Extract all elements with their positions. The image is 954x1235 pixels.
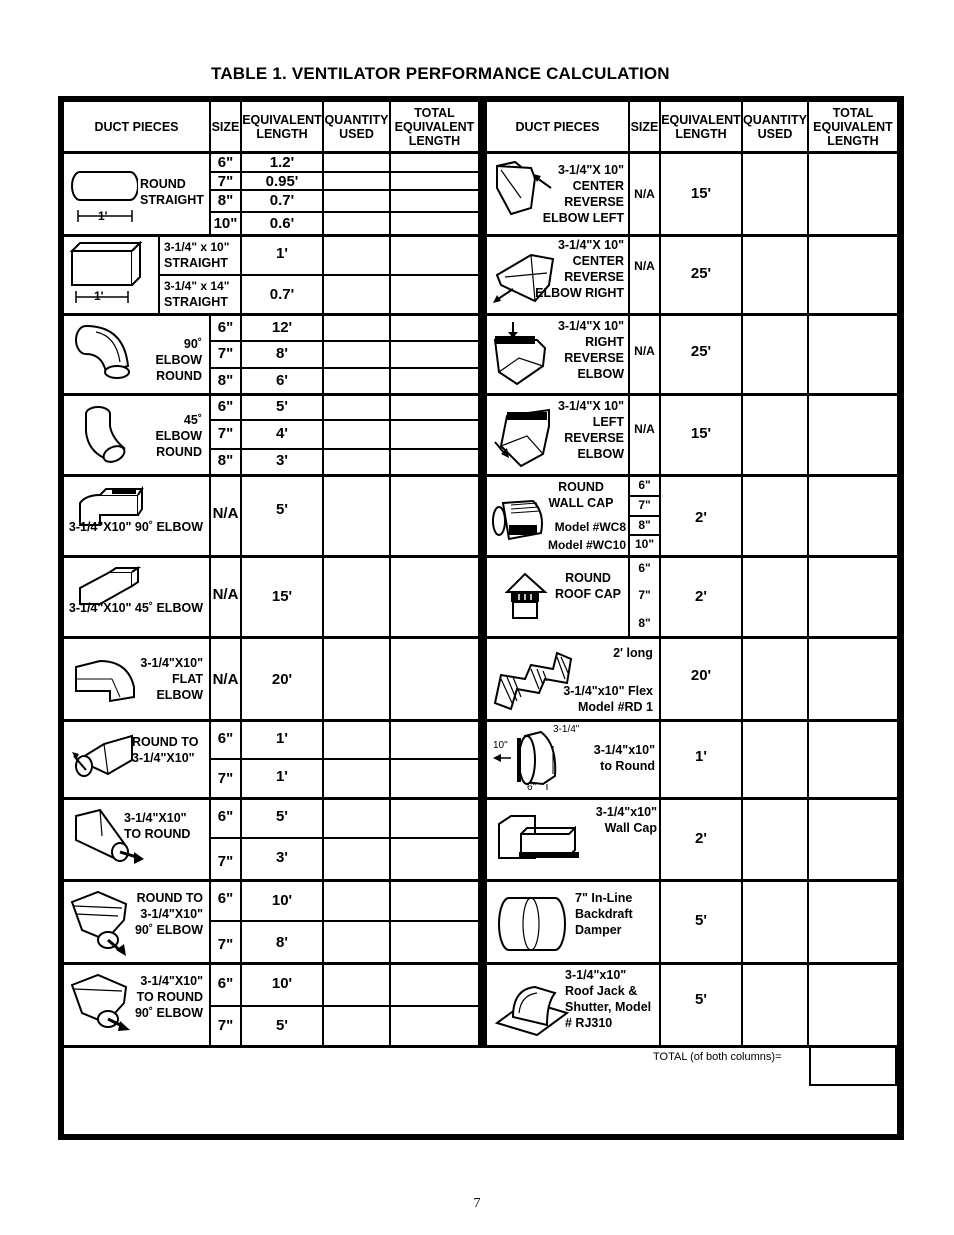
length-value: 5' <box>695 991 707 1008</box>
quantity-input[interactable] <box>743 965 807 1045</box>
header-label: EQUIVALENT LENGTH <box>242 112 322 141</box>
round-to-rect-90-elbow-piece <box>64 882 209 962</box>
length-value: 1' <box>695 748 707 765</box>
rect-to-round-90-elbow-piece <box>64 965 209 1045</box>
quantity-input[interactable] <box>324 922 389 962</box>
piece-name: ROUND ROOF CAP <box>555 571 621 601</box>
quantity-input[interactable] <box>324 396 389 419</box>
piece-name: ROUND TO 3-1/4"X10" 90˚ ELBOW <box>134 891 203 937</box>
length-value: 12' <box>271 319 293 336</box>
size-value: 6" <box>217 890 234 907</box>
round-45-elbow-icon <box>82 402 130 468</box>
length-value: 15' <box>690 425 712 442</box>
piece-name: 3-1/4"x10" Flex Model #RD 1 <box>563 684 653 714</box>
length-value: 2' <box>695 509 707 526</box>
total-input[interactable] <box>391 722 478 758</box>
size-value: 6" <box>638 561 651 575</box>
piece-name: 3-1/4"X10" 90˚ ELBOW <box>68 520 203 534</box>
header-label: DUCT PIECES <box>94 119 179 134</box>
header-label: QUANTITY USED <box>324 112 389 141</box>
total-input[interactable] <box>391 191 478 211</box>
size-value: 6" <box>217 975 234 992</box>
quantity-input[interactable] <box>743 396 807 474</box>
quantity-input[interactable] <box>324 342 389 367</box>
rect-to-round-adapter-icon <box>491 726 587 796</box>
length-value: 3' <box>276 452 288 469</box>
length-value: 0.7' <box>269 192 295 209</box>
center-reverse-elbow-left-piece <box>487 154 628 234</box>
total-input[interactable] <box>809 965 897 1045</box>
header-duct-pieces-left <box>64 102 209 151</box>
length-value: 3' <box>276 849 288 866</box>
piece-name: 3-1/4"X10" TO ROUND 90˚ ELBOW <box>134 974 203 1020</box>
quantity-input[interactable] <box>743 237 807 313</box>
quantity-input[interactable] <box>743 882 807 962</box>
size-value: 7" <box>217 1017 234 1034</box>
length-value: 2' <box>695 830 707 847</box>
header-size-left <box>211 102 240 151</box>
size-value: N/A <box>634 259 655 273</box>
page-number: 7 <box>473 1196 481 1211</box>
piece-name: 3-1/4"X 10" CENTER REVERSE ELBOW RIGHT <box>535 238 624 300</box>
quantity-input[interactable] <box>743 639 807 719</box>
length-value: 0.6' <box>269 215 295 232</box>
header-total-right <box>809 102 897 151</box>
quantity-input[interactable] <box>743 154 807 234</box>
size-value: 6" <box>217 154 234 171</box>
center-reverse-elbow-right-piece <box>487 237 628 313</box>
header-label: TOTAL EQUIVALENT LENGTH <box>813 105 893 148</box>
round-90-elbow-icon <box>72 322 136 386</box>
round-to-rect-transition-icon <box>70 730 136 786</box>
piece-name: 3-1/4"x10" to Round <box>593 743 655 773</box>
length-value: 2' <box>695 588 707 605</box>
round-45-elbow-piece <box>64 396 209 474</box>
size-value: 8" <box>638 518 651 532</box>
quantity-input[interactable] <box>743 316 807 393</box>
size-value: 8" <box>217 452 234 469</box>
length-value: 25' <box>690 265 712 282</box>
length-value: 1.2' <box>269 154 295 171</box>
roof-jack-piece <box>487 965 659 1045</box>
header-quantity-used-left <box>324 102 389 151</box>
total-input[interactable] <box>809 316 897 393</box>
header-label: SIZE <box>630 119 659 134</box>
dimension-label: 10" <box>493 740 508 751</box>
total-input[interactable] <box>391 213 478 234</box>
ventilator-table <box>58 96 904 1140</box>
piece-name: STRAIGHT <box>164 295 228 309</box>
total-input[interactable] <box>391 839 478 879</box>
quantity-input[interactable] <box>743 722 807 797</box>
round-wall-cap-icon <box>489 495 547 547</box>
total-input[interactable] <box>391 173 478 189</box>
piece-name: 3-1/4"X 10" LEFT REVERSE ELBOW <box>557 399 624 461</box>
size-value: 7" <box>217 425 234 442</box>
length-value: 10' <box>271 892 293 909</box>
total-input[interactable] <box>391 639 478 719</box>
header-equivalent-length-left <box>242 102 322 151</box>
size-value: 6" <box>217 808 234 825</box>
size-value: N/A <box>212 671 239 688</box>
round-90-elbow-piece <box>64 316 209 393</box>
grand-total-input[interactable] <box>809 1048 897 1086</box>
quantity-input[interactable] <box>324 722 389 758</box>
header-duct-pieces-right <box>487 102 628 151</box>
size-value: 8" <box>217 372 234 389</box>
size-value: 6" <box>217 398 234 415</box>
length-value: 1' <box>276 730 288 747</box>
total-input[interactable] <box>391 558 478 636</box>
header-label: DUCT PIECES <box>515 119 600 134</box>
size-value: 6" <box>217 730 234 747</box>
quantity-input[interactable] <box>324 839 389 879</box>
total-input[interactable] <box>809 477 897 555</box>
total-input[interactable] <box>809 558 897 636</box>
header-size-right <box>630 102 659 151</box>
dimension-label: 6" <box>527 782 537 793</box>
rect-to-round-piece <box>64 800 209 879</box>
header-label: QUANTITY USED <box>743 112 807 141</box>
dimension-label: 1' <box>98 209 108 223</box>
piece-name: 3-1/4"X10" TO ROUND <box>124 811 191 841</box>
rect-wall-cap-piece <box>487 800 659 879</box>
round-wall-cap-piece <box>487 477 628 555</box>
total-input[interactable] <box>391 276 478 313</box>
total-input[interactable] <box>809 882 897 962</box>
total-input[interactable] <box>391 342 478 367</box>
piece-name: 3-1/4"x10" Wall Cap <box>595 805 657 835</box>
quantity-input[interactable] <box>324 639 389 719</box>
round-straight-piece <box>64 154 209 234</box>
length-value: 5' <box>695 912 707 929</box>
size-value: 8" <box>638 616 651 630</box>
size-value: 3-1/4" x 10" <box>164 240 230 254</box>
length-value: 6' <box>276 372 288 389</box>
size-value: 7" <box>217 345 234 362</box>
length-value: 8' <box>276 934 288 951</box>
roof-jack-icon <box>493 979 571 1037</box>
length-value: 25' <box>690 343 712 360</box>
size-value: 3-1/4" x 14" <box>164 279 230 293</box>
length-value: 8' <box>276 345 288 362</box>
total-input[interactable] <box>809 237 897 313</box>
header-equivalent-length-right <box>661 102 741 151</box>
round-roof-cap-icon <box>503 570 549 626</box>
header-label: EQUIVALENT LENGTH <box>661 112 741 141</box>
size-value: 10" <box>634 537 655 551</box>
header-label: TOTAL EQUIVALENT LENGTH <box>394 105 475 148</box>
flex-length-note: 2' long <box>613 646 653 660</box>
piece-name: 3-1/4"X10" FLAT ELBOW <box>140 656 203 702</box>
total-input[interactable] <box>391 1007 478 1045</box>
total-input[interactable] <box>391 477 478 555</box>
total-input[interactable] <box>391 800 478 837</box>
piece-name: ROUND STRAIGHT <box>140 177 204 207</box>
round-roof-cap-piece <box>487 558 628 636</box>
total-input[interactable] <box>391 154 478 171</box>
length-value: 0.95' <box>265 173 299 190</box>
header-label: SIZE <box>211 119 240 134</box>
total-input[interactable] <box>809 396 897 474</box>
quantity-input[interactable] <box>324 316 389 340</box>
model-label: Model #WC8 <box>554 520 626 534</box>
total-input[interactable] <box>391 760 478 797</box>
rect-to-round-adapter-piece <box>487 722 659 797</box>
total-input[interactable] <box>391 922 478 962</box>
rect-straight-piece <box>64 237 158 313</box>
total-input[interactable] <box>809 722 897 797</box>
backdraft-damper-piece <box>487 882 659 962</box>
size-value: 7" <box>217 173 234 190</box>
rect-90-elbow-piece <box>64 477 209 555</box>
piece-name: ROUND WALL CAP <box>548 480 614 510</box>
length-value: 20' <box>690 667 712 684</box>
rect-straight-icon <box>68 241 148 309</box>
quantity-input[interactable] <box>324 450 389 474</box>
quantity-input[interactable] <box>324 213 389 234</box>
quantity-input[interactable] <box>743 558 807 636</box>
dimension-label: 3-1/4" <box>553 724 580 735</box>
piece-name: 3-1/4"X 10" CENTER REVERSE ELBOW LEFT <box>542 163 624 225</box>
size-value: 6" <box>217 319 234 336</box>
header-quantity-used-right <box>743 102 807 151</box>
total-input[interactable] <box>391 316 478 340</box>
left-reverse-elbow-piece <box>487 396 628 474</box>
total-input[interactable] <box>391 421 478 448</box>
quantity-input[interactable] <box>743 477 807 555</box>
size-value: N/A <box>634 187 655 201</box>
piece-name: 7" In-Line Backdraft Damper <box>575 891 633 937</box>
piece-name: 3-1/4"x10" Roof Jack & Shutter, Model # RJ310 <box>565 968 652 1030</box>
table-title: TABLE 1. VENTILATOR PERFORMANCE CALCULATION <box>211 64 670 83</box>
backdraft-damper-icon <box>495 892 575 956</box>
length-value: 5' <box>276 1017 288 1034</box>
header-total-left <box>391 102 478 151</box>
rect-45-elbow-piece <box>64 558 209 636</box>
total-input[interactable] <box>391 396 478 419</box>
length-value: 5' <box>276 808 288 825</box>
quantity-input[interactable] <box>324 1007 389 1045</box>
piece-name: 90˚ ELBOW ROUND <box>155 337 202 383</box>
size-value: 10" <box>213 215 238 232</box>
size-value: 7" <box>638 498 651 512</box>
length-value: 1' <box>276 768 288 785</box>
quantity-input[interactable] <box>324 558 389 636</box>
piece-name: ROUND TO 3-1/4"X10" <box>132 735 199 765</box>
flat-elbow-piece <box>64 639 209 719</box>
size-value: 7" <box>217 853 234 870</box>
size-value: N/A <box>212 586 239 603</box>
quantity-input[interactable] <box>324 237 389 274</box>
size-value: 7" <box>638 588 651 602</box>
total-input[interactable] <box>809 639 897 719</box>
length-value: 4' <box>276 425 288 442</box>
quantity-input[interactable] <box>324 965 389 1005</box>
length-value: 20' <box>271 671 293 688</box>
model-label: Model #WC10 <box>547 538 626 552</box>
total-label: TOTAL (of both columns)= <box>653 1051 782 1063</box>
length-value: 5' <box>276 398 288 415</box>
quantity-input[interactable] <box>324 760 389 797</box>
size-value: 8" <box>217 192 234 209</box>
total-input[interactable] <box>391 882 478 920</box>
quantity-input[interactable] <box>324 154 389 171</box>
quantity-input[interactable] <box>324 369 389 393</box>
length-value: 0.7' <box>269 286 295 303</box>
quantity-input[interactable] <box>324 276 389 313</box>
piece-name: 3-1/4"X 10" RIGHT REVERSE ELBOW <box>557 319 624 381</box>
size-value: N/A <box>634 344 655 358</box>
round-to-rect-piece <box>64 722 209 797</box>
total-input[interactable] <box>391 237 478 274</box>
right-reverse-elbow-piece <box>487 316 628 393</box>
size-value: 7" <box>217 936 234 953</box>
length-value: 15' <box>690 185 712 202</box>
length-value: 10' <box>271 975 293 992</box>
piece-name: STRAIGHT <box>164 256 228 270</box>
flex-duct-piece <box>487 639 659 719</box>
length-value: 5' <box>276 501 288 518</box>
total-input[interactable] <box>391 450 478 474</box>
quantity-input[interactable] <box>324 882 389 920</box>
size-value: N/A <box>634 422 655 436</box>
piece-name: 45˚ ELBOW ROUND <box>155 413 202 459</box>
total-input[interactable] <box>809 154 897 234</box>
quantity-input[interactable] <box>743 800 807 879</box>
quantity-input[interactable] <box>324 800 389 837</box>
quantity-input[interactable] <box>324 477 389 555</box>
quantity-input[interactable] <box>324 173 389 189</box>
total-input[interactable] <box>809 800 897 879</box>
piece-name: 3-1/4"X10" 45˚ ELBOW <box>68 601 203 615</box>
total-input[interactable] <box>391 369 478 393</box>
size-value: N/A <box>212 505 239 522</box>
length-value: 15' <box>271 588 293 605</box>
quantity-input[interactable] <box>324 421 389 448</box>
size-value: 7" <box>217 770 234 787</box>
quantity-input[interactable] <box>324 191 389 211</box>
total-input[interactable] <box>391 965 478 1005</box>
dimension-label: 1' <box>94 289 104 303</box>
size-value: 6" <box>638 478 651 492</box>
length-value: 1' <box>276 245 288 262</box>
